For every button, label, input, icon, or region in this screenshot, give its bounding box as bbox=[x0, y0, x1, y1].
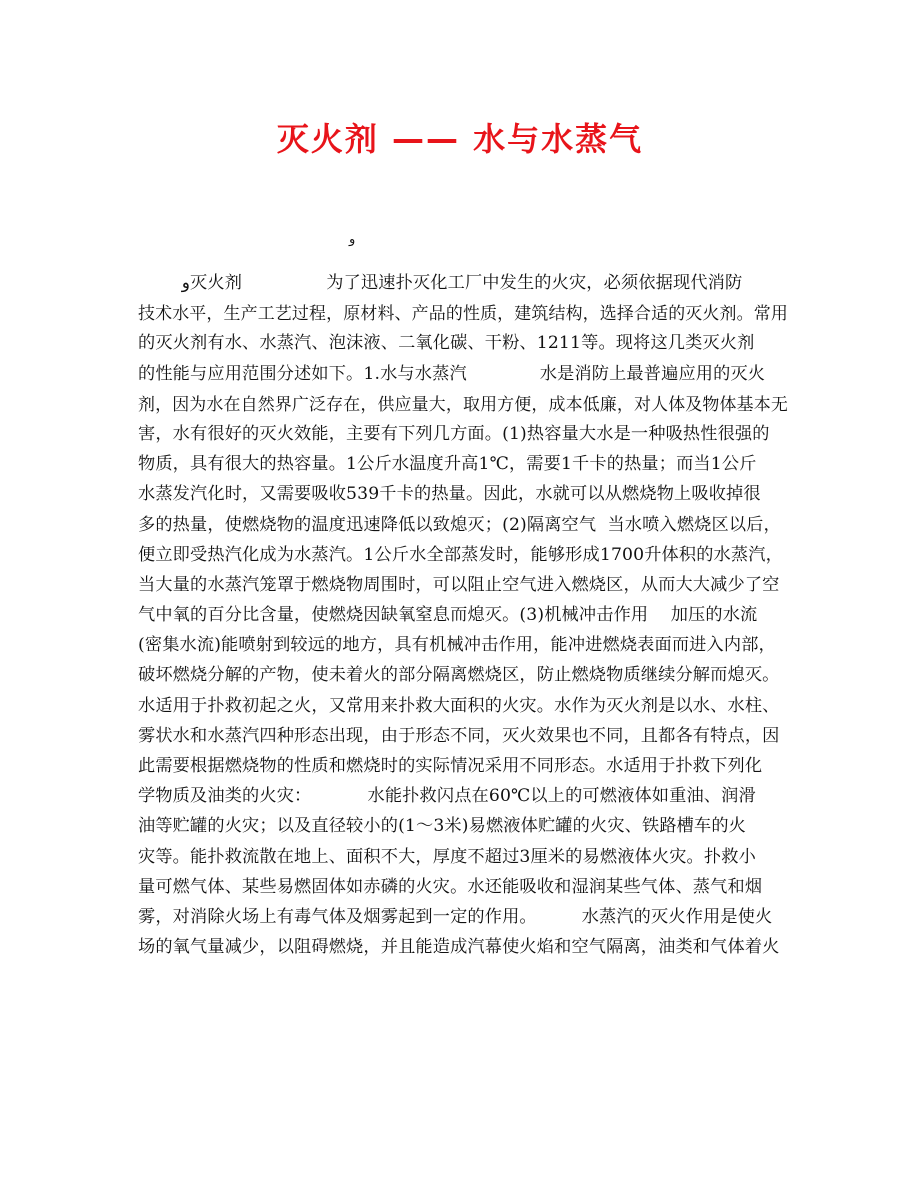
body-line: 的性能与应用范围分述如下。1.水与水蒸汽 水是消防上最普遍应用的灭火 bbox=[138, 363, 766, 384]
body-line: 当大量的水蒸汽笼罩于燃烧物周围时，可以阻止空气进入燃烧区，从而大大减少了空 bbox=[138, 574, 780, 595]
body-line: 技术水平，生产工艺过程，原材料、产品的性质，建筑结构，选择合适的灭火剂。常用 bbox=[138, 303, 788, 324]
body-line: 油等贮罐的火灾；以及直径较小的(1～3米)易燃液体贮罐的火灾、铁路槽车的火 bbox=[138, 816, 747, 837]
body-line: و灭火剂 为了迅速扑灭化工厂中发生的火灾，必须依据现代消防 bbox=[138, 273, 743, 293]
body-line: 多的热量，使燃烧物的温度迅速降低以致熄灭；(2)隔离空气 当水喷入燃烧区以后， bbox=[138, 514, 781, 535]
stray-mark: و bbox=[349, 232, 356, 247]
body-line: 此需要根据燃烧物的性质和燃烧时的实际情况采用不同形态。水适用于扑救下列化 bbox=[138, 756, 763, 776]
body-line: 水蒸发汽化时，又需要吸收539千卡的热量。因此，水就可以从燃烧物上吸收掉很 bbox=[138, 484, 761, 505]
body-line: 物质，具有很大的热容量。1公斤水温度升高1℃，需要1千卡的热量；而当1公斤 bbox=[138, 454, 757, 475]
body-line: 气中氧的百分比含量，使燃烧因缺氧窒息而熄灭。(3)机械冲击作用 加压的水流 bbox=[138, 605, 758, 626]
body-line: 水适用于扑救初起之火，又常用来扑救大面积的火灾。水作为灭火剂是以水、水柱、 bbox=[138, 695, 780, 716]
body-line: 灾等。能扑救流散在地上、面积不大，厚度不超过3厘米的易燃液体火灾。扑救小 bbox=[138, 846, 756, 867]
body-line: (密集水流)能喷射到较远的地方，具有机械冲击作用，能冲进燃烧表面而进入内部， bbox=[138, 635, 776, 656]
body-line: 雾状水和水蒸汽四种形态出现，由于形态不同，灭火效果也不同，且都各有特点，因 bbox=[138, 725, 780, 746]
body-line: 破坏燃烧分解的产物，使未着火的部分隔离燃烧区，防止燃烧物质继续分解而熄灭。 bbox=[138, 665, 780, 686]
body-line: 场的氧气量减少，以阻碍燃烧，并且能造成汽幕使火焰和空气隔离，油类和气体着火 bbox=[138, 937, 780, 958]
body-paragraph bbox=[138, 268, 788, 962]
document-title: 灭火剂 —— 水与水蒸气 bbox=[276, 120, 644, 158]
body-line: 雾，对消除火场上有毒气体及烟雾起到一定的作用。 水蒸汽的灭火作用是使火 bbox=[138, 906, 773, 927]
body-line: 量可燃气体、某些易燃固体如赤磷的火灾。水还能吸收和湿润某些气体、蒸气和烟 bbox=[138, 876, 763, 897]
body-line: 害，水有很好的灭火效能，主要有下列几方面。(1)热容量大水是一种吸热性很强的 bbox=[138, 423, 770, 444]
body-line: 剂，因为水在自然界广泛存在，供应量大，取用方便，成本低廉，对人体及物体基本无 bbox=[138, 393, 788, 414]
body-line: 学物质及油类的火灾： 水能扑救闪点在60℃以上的可燃液体如重油、润滑 bbox=[138, 786, 756, 807]
body-line: 的灭火剂有水、水蒸汽、泡沫液、二氧化碳、干粉、1211等。现将这几类灭火剂 bbox=[138, 333, 755, 354]
body-line: 便立即受热汽化成为水蒸汽。1公斤水全部蒸发时，能够形成1700升体积的水蒸汽， bbox=[138, 544, 783, 565]
